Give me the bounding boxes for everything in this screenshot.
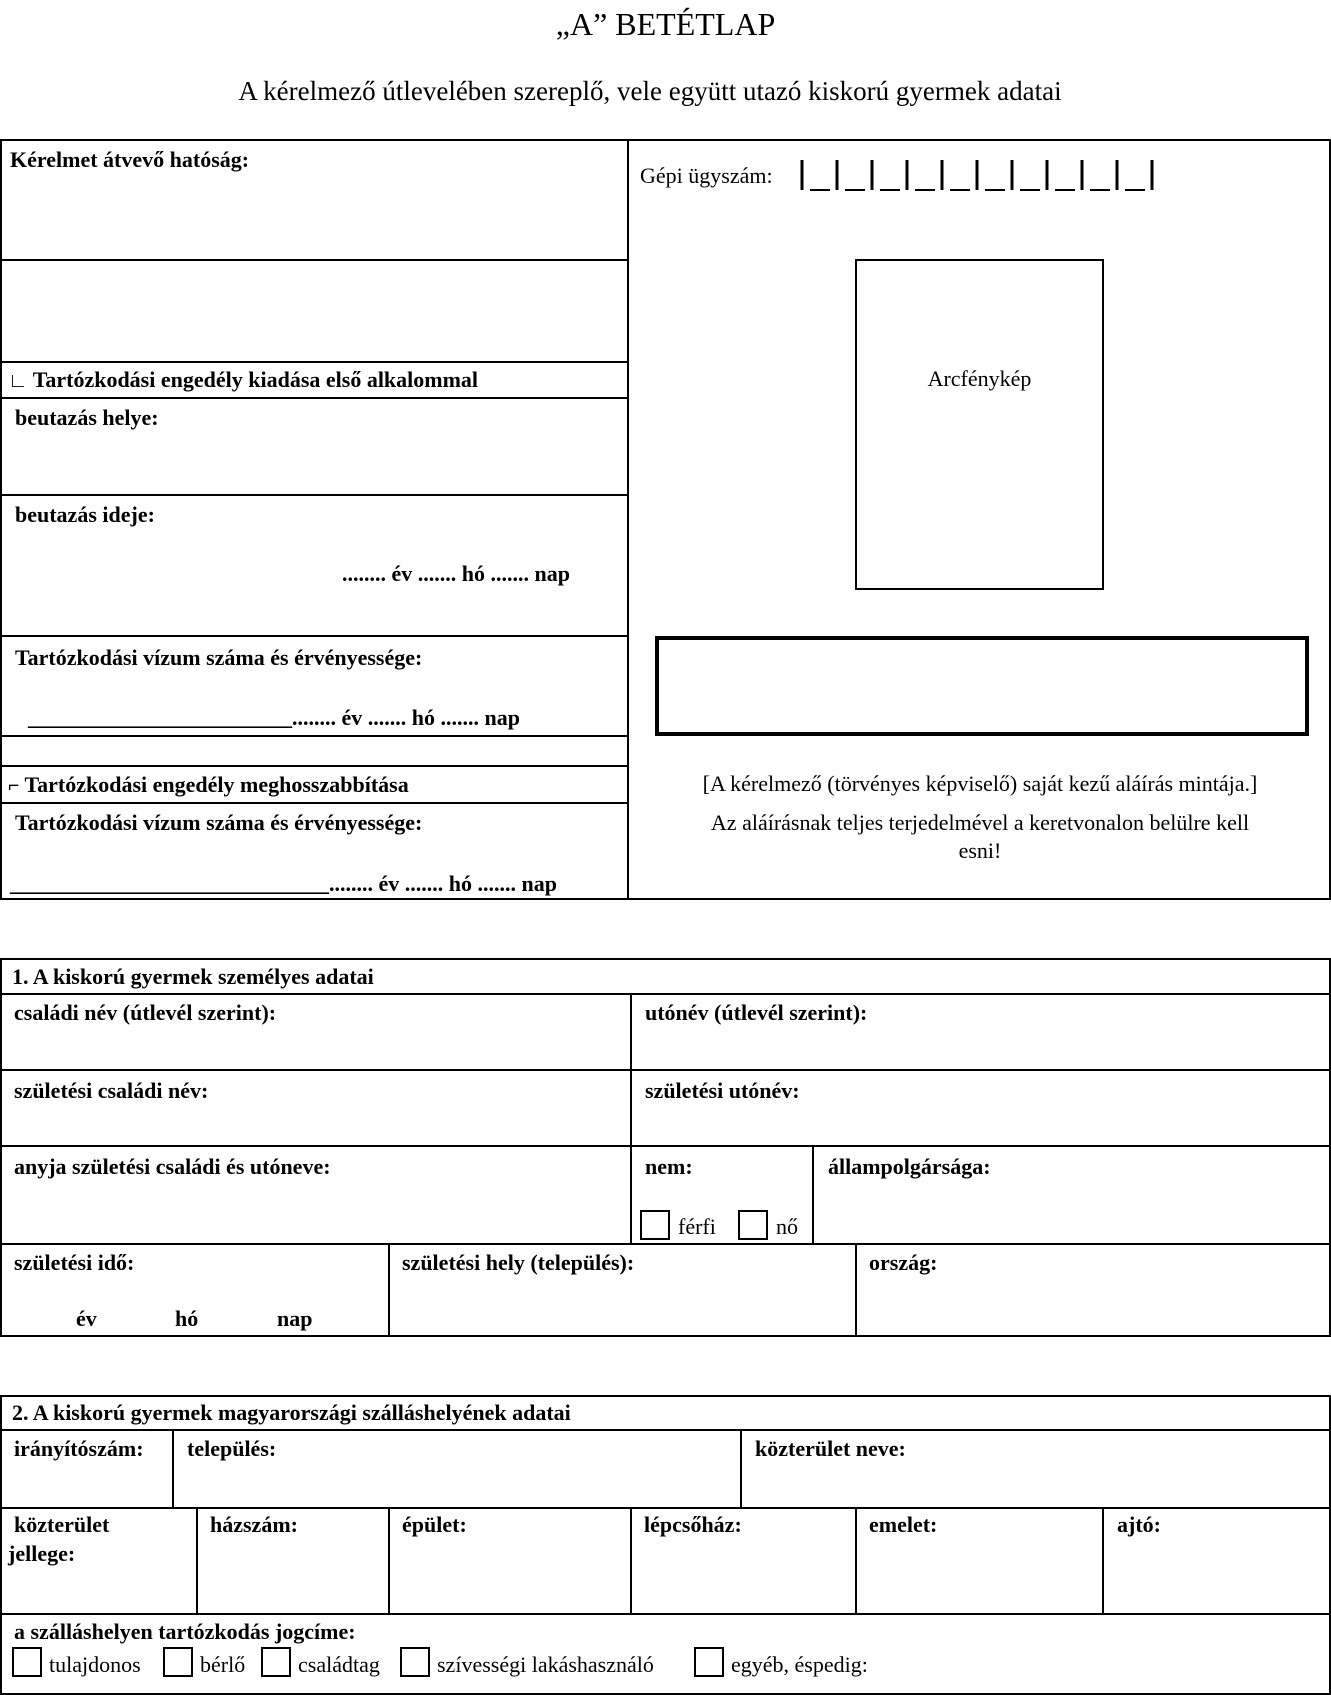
entry-date-pattern: ........ év ....... hó ....... nap [342,561,570,586]
staircase-label: lépcsőház: [644,1512,742,1537]
case-number-boxes[interactable] [800,158,1170,194]
other-checkbox[interactable] [694,1647,724,1677]
birth-place-label: születési hely (település): [402,1250,635,1275]
birth-date-label: születési idő: [14,1250,135,1275]
owner-label: tulajdonos [49,1652,141,1677]
sex-female-label: nő [776,1214,798,1239]
mother-name-label: anyja születési családi és utóneve: [14,1154,331,1179]
form-title: „A” BETÉTLAP [555,6,776,42]
signature-box[interactable] [655,636,1309,736]
entry-date-label: beutazás ideje: [15,502,155,527]
tenant-checkbox[interactable] [163,1647,193,1677]
sex-male-label: férfi [678,1214,716,1239]
family-member-checkbox[interactable] [261,1647,291,1677]
owner-checkbox[interactable] [12,1647,42,1677]
legal-title-label: a szálláshelyen tartózkodás jogcíme: [14,1619,356,1644]
house-number-label: házszám: [210,1512,298,1537]
tenant-label: bérlő [200,1652,246,1677]
street-name-label: közterület neve: [755,1436,906,1461]
authority-label: Kérelmet átvevő hatóság: [10,147,250,172]
postcode-label: irányítószám: [14,1436,144,1461]
form-subtitle: A kérelmező útlevelében szereplő, vele együtt utazó kiskorú gyermek adatai [238,76,1062,106]
street-type-label-2: jellege: [8,1541,76,1566]
floor-label: emelet: [869,1512,938,1537]
authority-field[interactable] [8,200,618,255]
signature-caption: [A kérelmező (törvényes képviselő) saját kezű aláírás mintája.] [702,771,1258,796]
courtesy-user-checkbox[interactable] [400,1647,430,1677]
visa1-label: Tartózkodási vízum száma és érvényessége: [15,645,423,670]
section-1-title: 1. A kiskorú gyermek személyes adatai [12,964,374,989]
other-label: egyéb, éspedig: [731,1652,868,1677]
sex-female-checkbox[interactable] [738,1210,768,1240]
sex-male-checkbox[interactable] [640,1210,670,1240]
country-label: ország: [869,1250,938,1275]
visa2-label: Tartózkodási vízum száma és érvényessége: [15,810,423,835]
given-name-label: utónév (útlevél szerint): [645,1000,868,1025]
first-issue-option[interactable]: ∟ Tartózkodási engedély kiadása első alkalommal [8,367,479,392]
signature-note-2: esni! [958,838,1002,863]
building-label: épület: [402,1512,467,1537]
sex-label: nem: [645,1154,693,1179]
section-2-title: 2. A kiskorú gyermek magyarországi szálláshelyének adatai [12,1400,571,1425]
photo-box [855,259,1104,590]
extension-option[interactable]: ⌐ Tartózkodási engedély meghosszabbítása [8,772,409,797]
entry-place-label: beutazás helye: [15,405,159,430]
birth-month-label: hó [175,1306,199,1331]
visa2-pattern: _____________________________........ év ....... hó ....... nap [10,871,557,896]
photo-label: Arcfénykép [927,366,1032,391]
citizenship-label: állampolgársága: [828,1154,991,1179]
checkbox-mark-icon[interactable]: ⌐ [8,775,20,797]
birth-year-label: év [76,1306,97,1331]
street-type-label: közterület [14,1512,110,1537]
visa1-pattern: ________________________........ év ....... hó ....... nap [28,705,520,730]
family-member-label: családtag [298,1652,380,1677]
signature-note: Az aláírásnak teljes terjedelmével a keretvonalon belülre kell [710,810,1250,835]
settlement-label: település: [187,1436,277,1461]
birth-family-name-label: születési családi név: [14,1078,209,1103]
family-name-label: családi név (útlevél szerint): [14,1000,277,1025]
birth-day-label: nap [277,1306,313,1331]
checkbox-mark-icon[interactable]: ∟ [8,370,28,392]
case-number-label: Gépi ügyszám: [640,163,773,188]
birth-given-name-label: születési utónév: [645,1078,800,1103]
door-label: ajtó: [1117,1512,1161,1537]
courtesy-user-label: szívességi lakáshasználó [437,1652,654,1677]
